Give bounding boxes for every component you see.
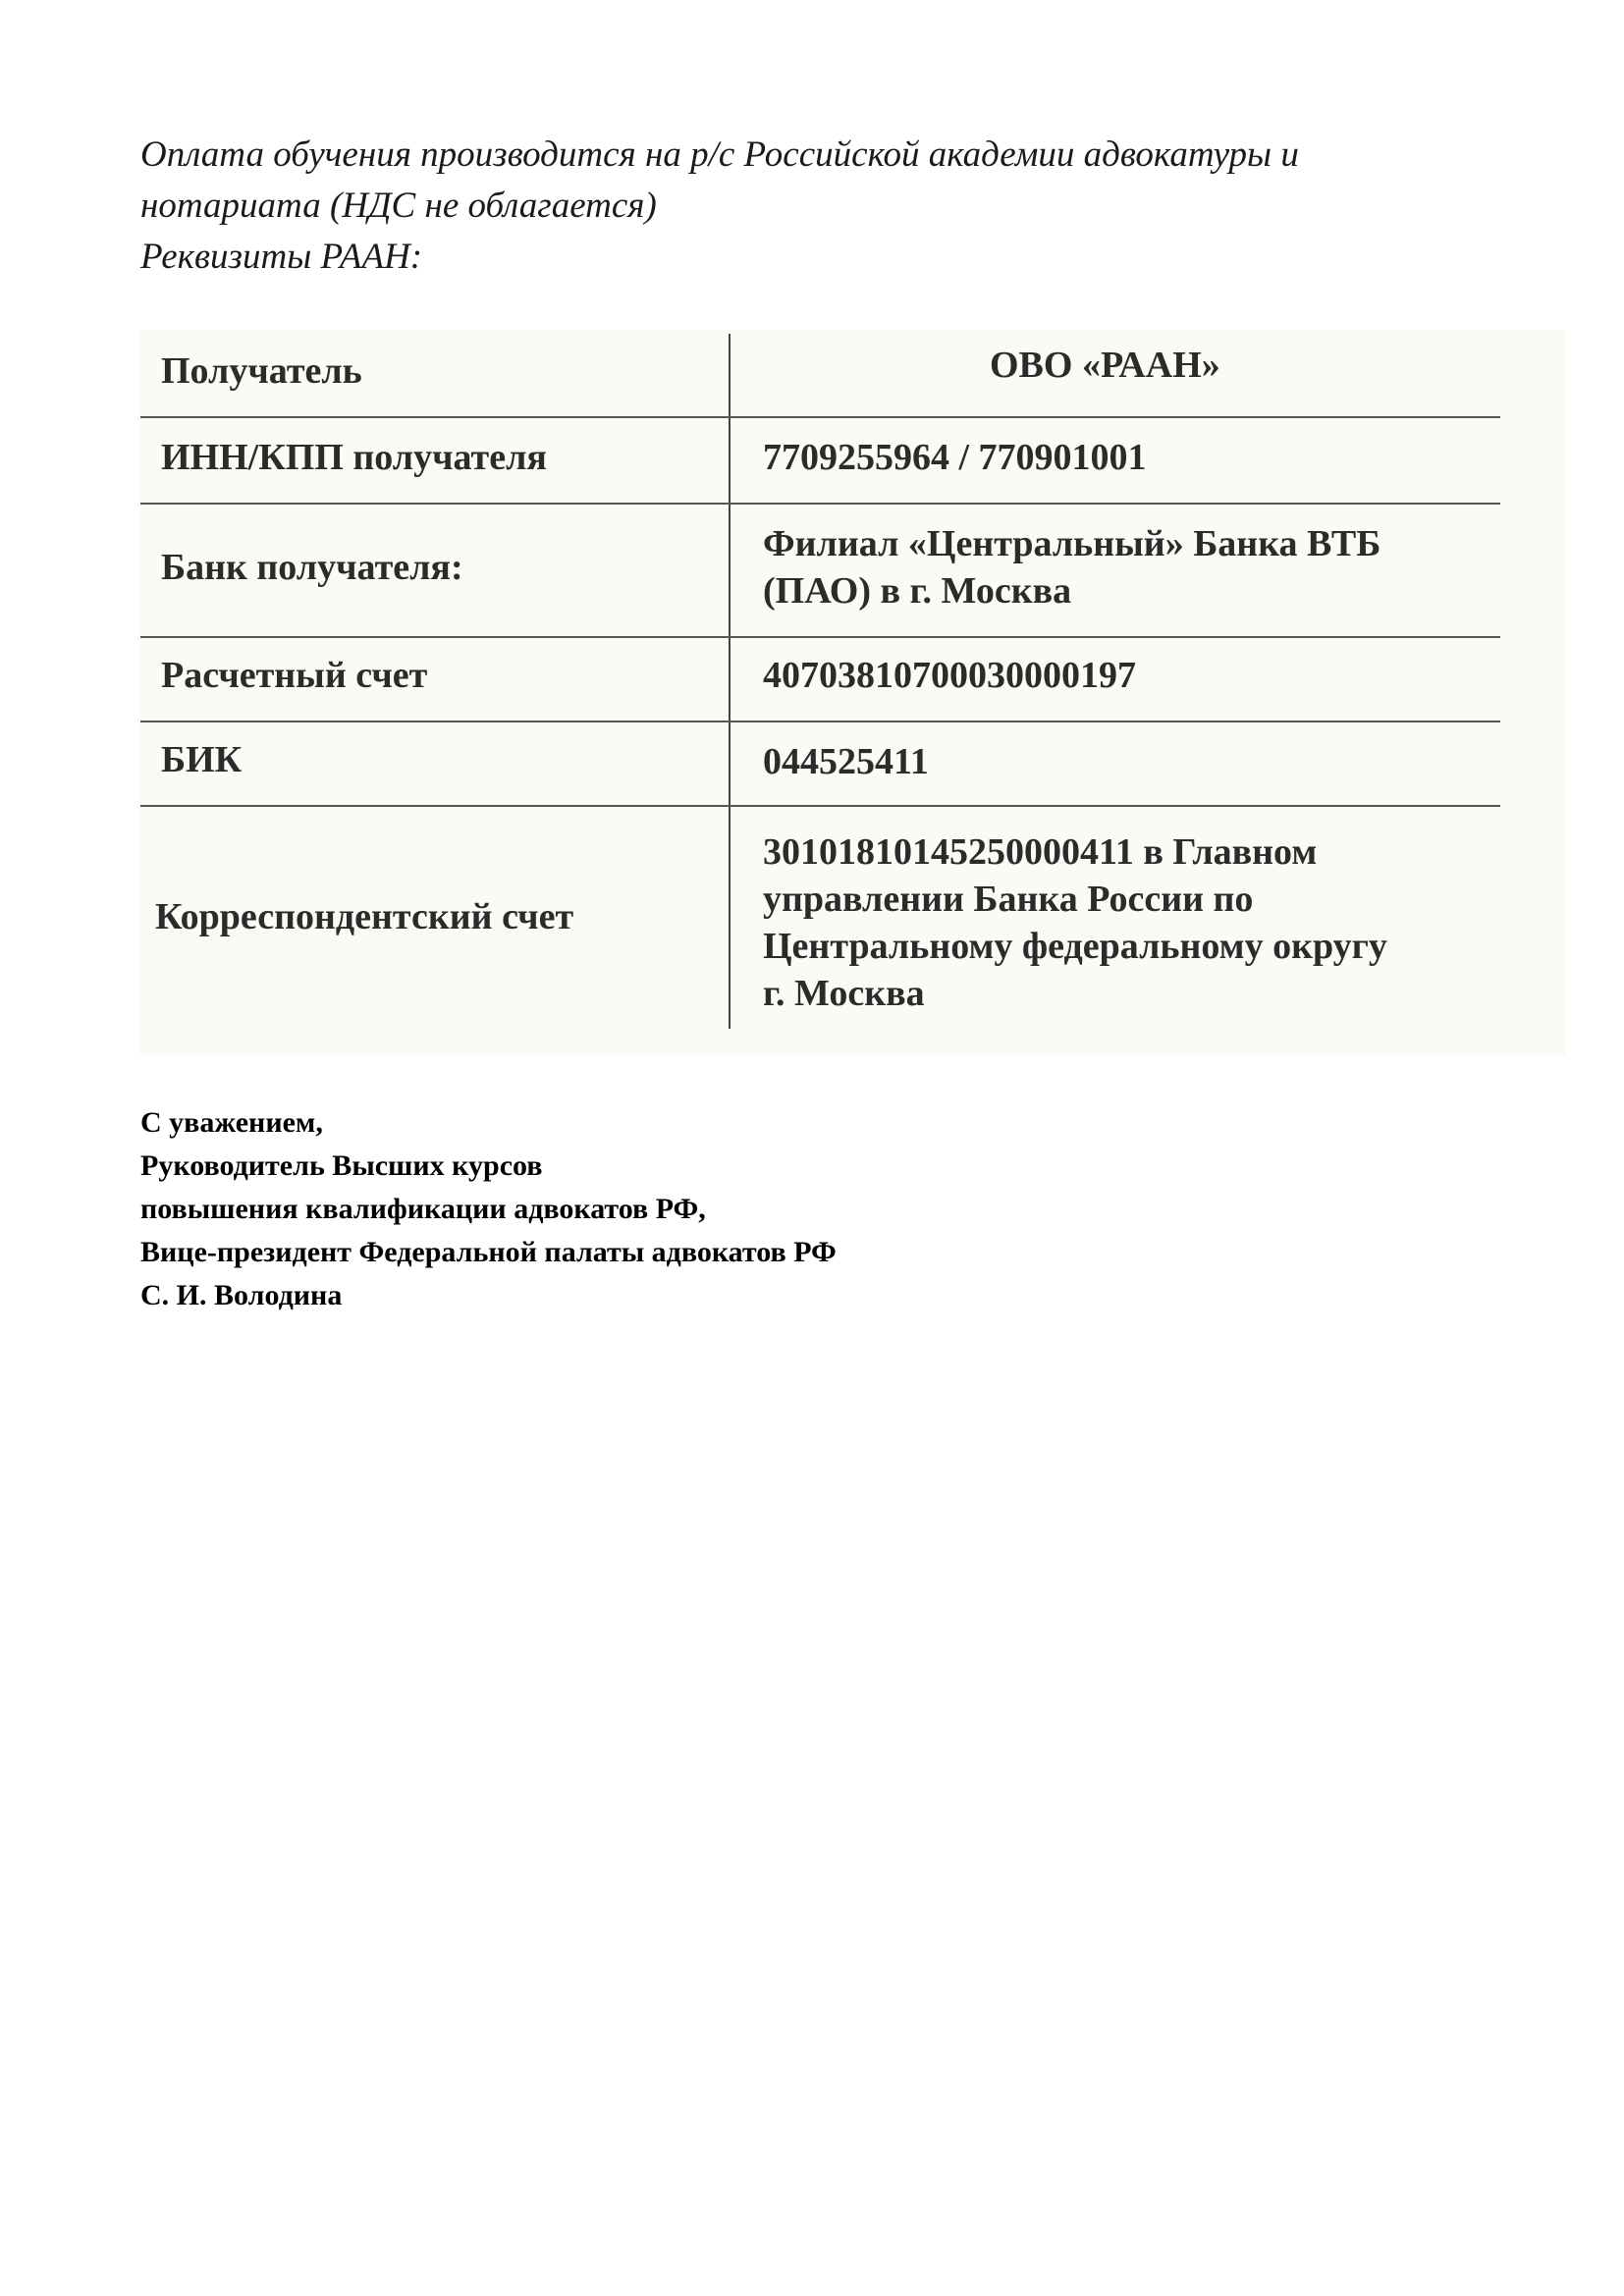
row-divider [140,721,1500,722]
signer-name: С. И. Володина [140,1279,343,1311]
bank-value-line: Филиал «Центральный» Банка ВТБ [763,523,1381,564]
closing-greeting: С уважением, [140,1106,323,1139]
corr-account-value-line: Центральному федеральному округу [763,926,1387,967]
bank-value-line: (ПАО) в г. Москва [763,570,1072,612]
signer-position: Вице-президент Федеральной палаты адвокатов РФ [140,1236,837,1268]
row-divider [140,805,1500,807]
signer-position: повышения квалификации адвокатов РФ, [140,1193,706,1225]
bank-value [763,520,1380,614]
column-divider [729,334,731,1029]
corr-account-label: Корреспондентский счет [155,896,574,937]
corr-account-value-line: г. Москва [763,973,925,1014]
signer-position: Руководитель Высших курсов [140,1149,543,1182]
intro-line: нотариата (НДС не облагается) [140,186,657,226]
row-divider [140,416,1500,418]
recipient-value: ОВО «РААН» [990,345,1220,386]
bik-label: БИК [161,739,243,780]
signature-block [140,1101,837,1317]
corr-account-value-line: 30101810145250000411 в Главном [763,831,1318,873]
inn-kpp-value: 7709255964 / 770901001 [763,437,1147,478]
inn-kpp-label: ИНН/КПП получателя [161,437,547,478]
account-label: Расчетный счет [161,655,428,696]
intro-line: Оплата обучения производится на р/с Российской академии адвокатуры и [140,134,1299,175]
bank-label: Банк получателя: [161,547,463,588]
recipient-label: Получатель [161,350,362,392]
bik-value: 044525411 [763,741,929,782]
corr-account-value [763,828,1387,1017]
requisites-table [140,330,1566,1056]
account-value: 40703810700030000197 [763,655,1136,696]
row-divider [140,636,1500,638]
requisites-heading: Реквизиты РААН: [140,237,423,277]
row-divider [140,503,1500,505]
corr-account-value-line: управлении Банка России по [763,879,1254,920]
intro-paragraph [140,130,1495,283]
